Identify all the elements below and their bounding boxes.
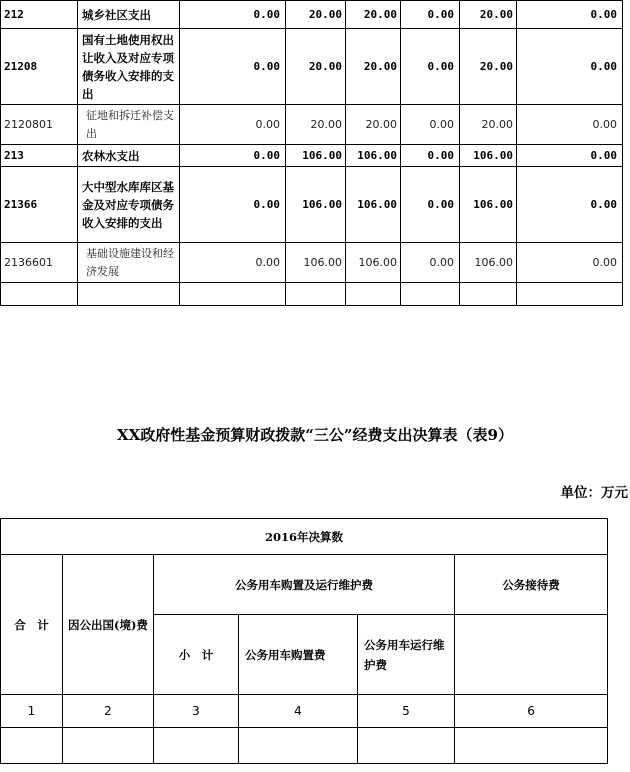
column-index: 6 — [455, 695, 608, 728]
header-subtotal: 小 计 — [154, 615, 239, 695]
value-cell: 106.00 — [346, 145, 401, 167]
header-reception: 公务接待费 — [455, 555, 608, 615]
index-row — [1, 695, 608, 728]
column-index: 1 — [1, 695, 63, 728]
row-code: 21208 — [1, 29, 78, 105]
value-cell: 20.00 — [460, 29, 517, 105]
row-name: 城乡社区支出 — [78, 1, 180, 29]
row-code: 212 — [1, 1, 78, 29]
column-index: 3 — [154, 695, 239, 728]
row-name: 大中型水库库区基金及对应专项债务收入安排的支出 — [78, 167, 180, 243]
header-vehicle-purchase: 公务用车购置费 — [239, 615, 358, 695]
value-cell: 20.00 — [460, 105, 517, 145]
value-cell: 0.00 — [180, 29, 286, 105]
value-cell: 0.00 — [517, 167, 623, 243]
value-cell: 106.00 — [460, 145, 517, 167]
value-cell: 0.00 — [401, 243, 460, 283]
row-name: 国有土地使用权出让收入及对应专项债务收入安排的支出 — [78, 29, 180, 105]
row-code: 2136601 — [1, 243, 78, 283]
value-cell: 0.00 — [401, 167, 460, 243]
value-cell: 106.00 — [346, 167, 401, 243]
value-cell: 20.00 — [286, 1, 346, 29]
row-code: 21366 — [1, 167, 78, 243]
value-cell: 0.00 — [401, 29, 460, 105]
value-cell: 0.00 — [517, 105, 623, 145]
header-total: 合 计 — [1, 555, 63, 695]
row-code: 2120801 — [1, 105, 78, 145]
value-cell: 0.00 — [517, 29, 623, 105]
header-vehicle-operation: 公务用车运行维护费 — [358, 615, 455, 695]
value-cell: 0.00 — [180, 145, 286, 167]
value-cell: 0.00 — [401, 145, 460, 167]
table-row — [1, 1, 623, 29]
column-index: 2 — [63, 695, 154, 728]
row-name: 征地和拆迁补偿支出 — [78, 105, 180, 145]
value-cell: 20.00 — [286, 29, 346, 105]
unit-label: 单位：万元 — [560, 485, 628, 501]
row-code: 213 — [1, 145, 78, 167]
value-cell: 20.00 — [460, 1, 517, 29]
header-year: 2016年决算数 — [1, 519, 608, 555]
empty-row — [1, 283, 623, 306]
row-name: 农林水支出 — [78, 145, 180, 167]
table-row — [1, 105, 623, 145]
table-row — [1, 243, 623, 283]
header-abroad: 因公出国(境)费 — [63, 555, 154, 695]
value-cell: 0.00 — [517, 1, 623, 29]
column-index: 5 — [358, 695, 455, 728]
value-cell: 20.00 — [286, 105, 346, 145]
value-cell: 20.00 — [346, 105, 401, 145]
value-cell: 0.00 — [517, 243, 623, 283]
value-cell: 0.00 — [180, 167, 286, 243]
expenditure-table — [0, 0, 623, 306]
empty-row — [1, 728, 608, 764]
row-name: 基础设施建设和经济发展 — [78, 243, 180, 283]
value-cell: 0.00 — [180, 243, 286, 283]
value-cell: 0.00 — [180, 1, 286, 29]
table-row — [1, 167, 623, 243]
value-cell: 20.00 — [346, 1, 401, 29]
column-index: 4 — [239, 695, 358, 728]
value-cell: 106.00 — [286, 145, 346, 167]
value-cell: 0.00 — [401, 105, 460, 145]
header-vehicle-group: 公务用车购置及运行维护费 — [154, 555, 455, 615]
value-cell: 106.00 — [286, 243, 346, 283]
table-row — [1, 145, 623, 167]
table-row — [1, 29, 623, 105]
value-cell: 106.00 — [460, 243, 517, 283]
value-cell: 106.00 — [346, 243, 401, 283]
value-cell: 20.00 — [346, 29, 401, 105]
value-cell: 106.00 — [460, 167, 517, 243]
value-cell: 0.00 — [180, 105, 286, 145]
value-cell: 106.00 — [286, 167, 346, 243]
page-title: XX政府性基金预算财政拨款“三公”经费支出决算表（表9） — [117, 426, 513, 444]
value-cell: 0.00 — [401, 1, 460, 29]
three-public-expenses-table — [0, 518, 608, 764]
value-cell: 0.00 — [517, 145, 623, 167]
